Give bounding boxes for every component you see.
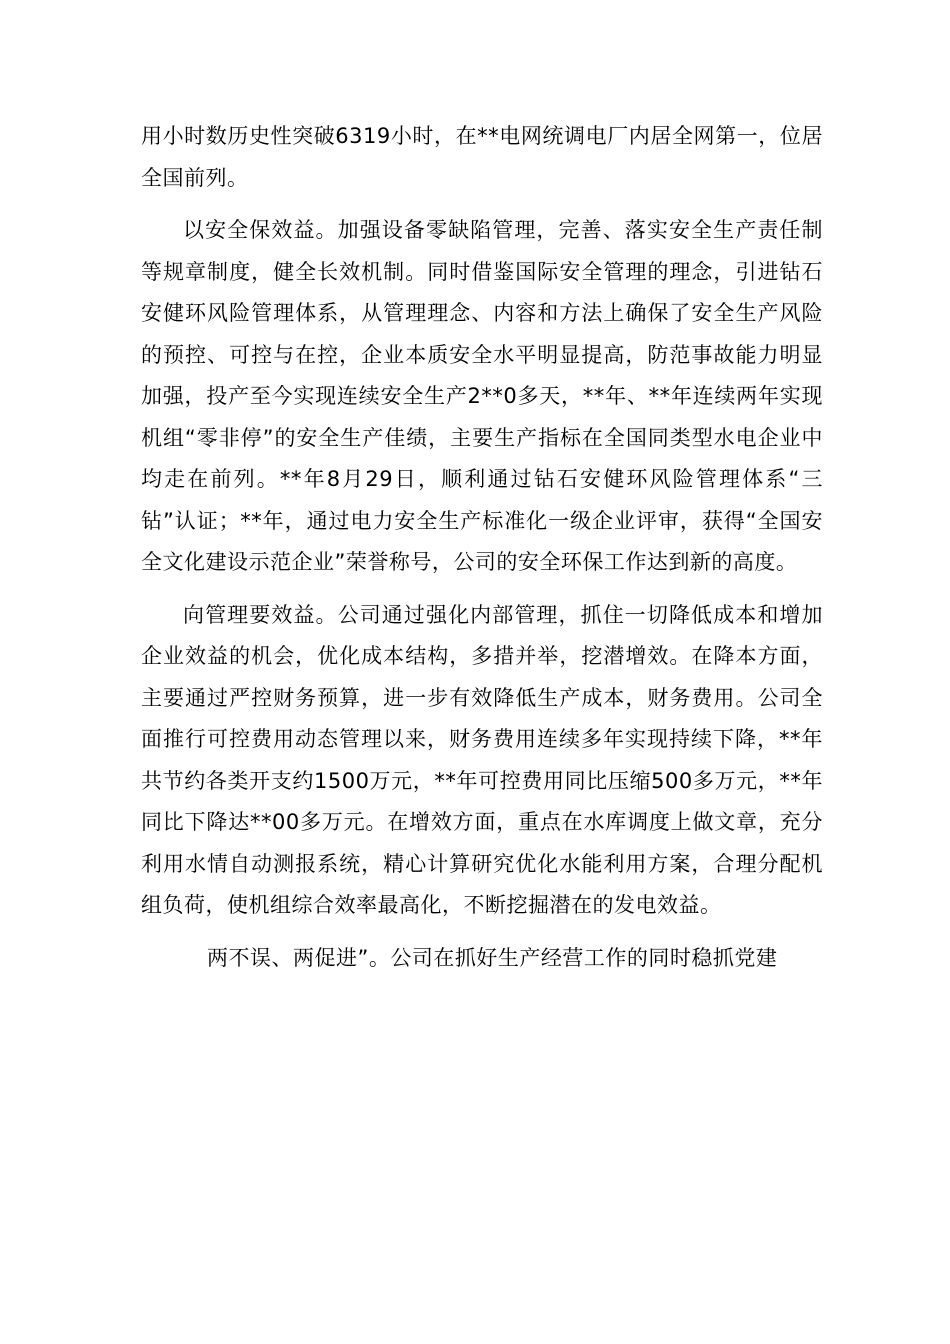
paragraph-continuation: 用小时数历史性突破6319小时，在**电网统调电厂内居全网第一，位居全国前列。 [141, 124, 823, 190]
paragraph-party-building: 两不误、两促进”。公司在抓好生产经营工作的同时稳抓党建 [207, 945, 778, 970]
paragraph-safety-benefit: 以安全保效益。加强设备零缺陷管理，完善、落实安全生产责任制等规章制度，健全长效机制。同时借鉴国际安全管理的理念，引进钻石安健环风险管理体系，从管理理念、内容和方法上确保了安全生产风险的预控、可控与在控，企业本质安全水平明显提高，防范事故能力明显加强，投产至今实现连续安全生产2**0多天，**年、**年连续两年实现机组“零非停”的安全生产佳绩，主要生产指标在全国同类型水电企业中均走在前列。**年8月29日，顺利通过钻石安健环风险管理体系“三钻”认证；**年，通过电力安全生产标准化一级企业评审，获得“全国安全文化建设示范企业”荣誉称号，公司的安全环保工作达到新的高度。 [141, 218, 823, 574]
paragraph-management-benefit: 向管理要效益。公司通过强化内部管理，抓住一切降低成本和增加企业效益的机会，优化成本结构，多措并举，挖潜增效。在降本方面，主要通过严控财务预算，进一步有效降低生产成本，财务费用。公司全面推行可控费用动态管理以来，财务费用连续多年实现持续下降，**年共节约各类开支约1500万元，**年可控费用同比压缩500多万元，**年同比下降达**00多万元。在增效方面，重点在水库调度上做文章，充分利用水情自动测报系统，精心计算研究优化水能利用方案，合理分配机组负荷，使机组综合效率最高化，不断挖掘潜在的发电效益。 [141, 602, 823, 917]
document-body [141, 116, 823, 990]
